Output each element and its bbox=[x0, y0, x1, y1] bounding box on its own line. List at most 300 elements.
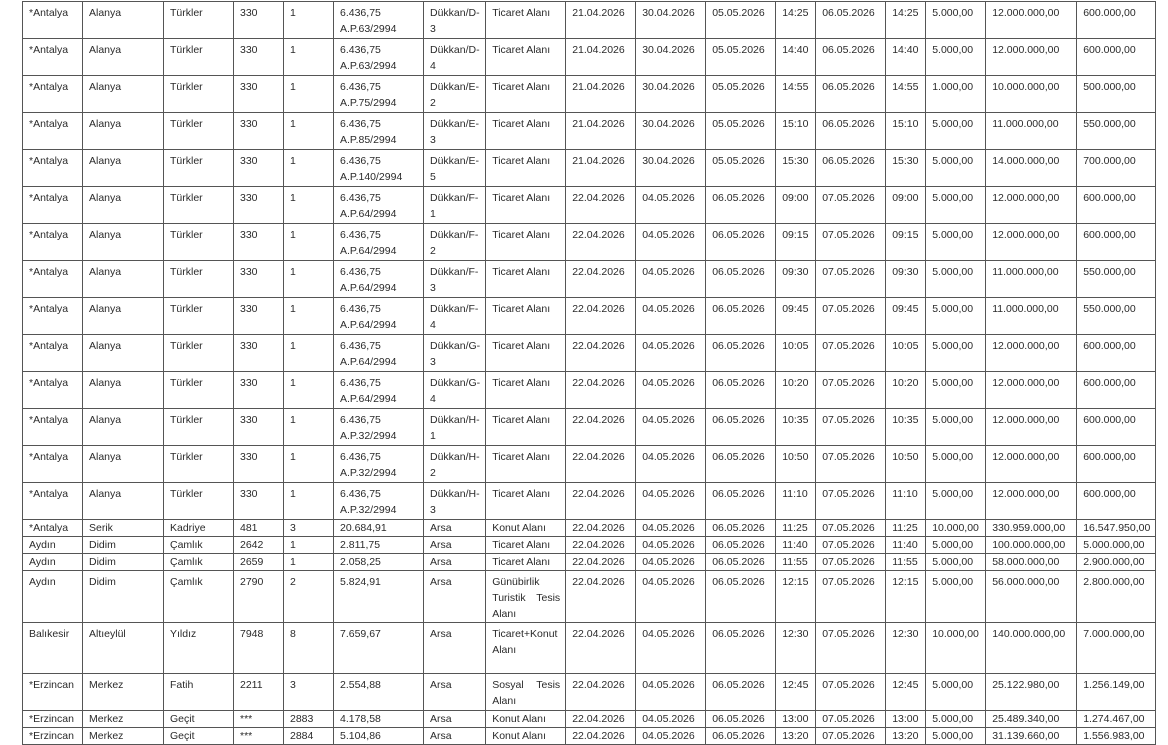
property-type-cell: Arsa bbox=[424, 674, 486, 711]
first-auction-time-cell: 09:45 bbox=[776, 298, 816, 335]
district-cell: Altıeylül bbox=[83, 623, 164, 674]
first-auction-date-cell: 05.05.2026 bbox=[706, 76, 776, 113]
zoning-cell: Ticaret Alanı bbox=[486, 224, 566, 261]
second-auction-time-cell: 10:35 bbox=[886, 409, 926, 446]
province-cell: *Antalya bbox=[23, 446, 83, 483]
first-auction-time-cell: 11:25 bbox=[776, 520, 816, 537]
district-cell: Alanya bbox=[83, 224, 164, 261]
province-cell: *Antalya bbox=[23, 335, 83, 372]
deadline-date-cell: 30.04.2026 bbox=[636, 76, 706, 113]
estimated-value-cell: 12.000.000,00 bbox=[986, 335, 1077, 372]
district-cell: Didim bbox=[83, 537, 164, 554]
province-cell: *Erzincan bbox=[23, 728, 83, 745]
table-row bbox=[23, 187, 1156, 224]
neighborhood-cell: Türkler bbox=[164, 335, 234, 372]
announcement-date-cell: 22.04.2026 bbox=[566, 261, 636, 298]
deposit-cell: 600.000,00 bbox=[1077, 372, 1156, 409]
area-cell: 6.436,75 A.P.64/2994 bbox=[334, 187, 424, 224]
bid-increment-cell: 1.000,00 bbox=[926, 76, 986, 113]
second-auction-date-cell: 06.05.2026 bbox=[816, 2, 886, 39]
deadline-date-cell: 04.05.2026 bbox=[636, 446, 706, 483]
deadline-date-cell: 30.04.2026 bbox=[636, 39, 706, 76]
second-auction-time-cell: 15:10 bbox=[886, 113, 926, 150]
announcement-date-cell: 21.04.2026 bbox=[566, 113, 636, 150]
second-auction-date-cell: 07.05.2026 bbox=[816, 623, 886, 674]
zoning-cell: Ticaret+Konut Alanı bbox=[486, 623, 566, 674]
property-type-cell: Dükkan/F-1 bbox=[424, 187, 486, 224]
estimated-value-cell: 11.000.000,00 bbox=[986, 298, 1077, 335]
province-cell: Balıkesir bbox=[23, 623, 83, 674]
block-cell: 330 bbox=[234, 261, 284, 298]
second-auction-date-cell: 06.05.2026 bbox=[816, 39, 886, 76]
bid-increment-cell: 5.000,00 bbox=[926, 711, 986, 728]
neighborhood-cell: Çamlık bbox=[164, 571, 234, 623]
table-row bbox=[23, 483, 1156, 520]
zoning-cell: Konut Alanı bbox=[486, 728, 566, 745]
parcel-cell: 3 bbox=[284, 674, 334, 711]
province-cell: *Antalya bbox=[23, 187, 83, 224]
deadline-date-cell: 30.04.2026 bbox=[636, 113, 706, 150]
parcel-cell: 1 bbox=[284, 298, 334, 335]
parcel-cell: 1 bbox=[284, 446, 334, 483]
deposit-cell: 1.556.983,00 bbox=[1077, 728, 1156, 745]
block-cell: 330 bbox=[234, 483, 284, 520]
district-cell: Alanya bbox=[83, 113, 164, 150]
deposit-cell: 600.000,00 bbox=[1077, 483, 1156, 520]
parcel-cell: 1 bbox=[284, 537, 334, 554]
bid-increment-cell: 5.000,00 bbox=[926, 150, 986, 187]
table-row bbox=[23, 2, 1156, 39]
second-auction-time-cell: 11:55 bbox=[886, 554, 926, 571]
neighborhood-cell: Türkler bbox=[164, 76, 234, 113]
block-cell: 330 bbox=[234, 335, 284, 372]
bid-increment-cell: 5.000,00 bbox=[926, 554, 986, 571]
second-auction-time-cell: 10:50 bbox=[886, 446, 926, 483]
neighborhood-cell: Geçit bbox=[164, 711, 234, 728]
first-auction-time-cell: 11:10 bbox=[776, 483, 816, 520]
second-auction-time-cell: 12:15 bbox=[886, 571, 926, 623]
province-cell: *Antalya bbox=[23, 39, 83, 76]
first-auction-date-cell: 05.05.2026 bbox=[706, 113, 776, 150]
deposit-cell: 600.000,00 bbox=[1077, 224, 1156, 261]
second-auction-date-cell: 07.05.2026 bbox=[816, 224, 886, 261]
area-cell: 7.659,67 bbox=[334, 623, 424, 674]
announcement-date-cell: 22.04.2026 bbox=[566, 409, 636, 446]
zoning-cell: Ticaret Alanı bbox=[486, 409, 566, 446]
zoning-cell: Ticaret Alanı bbox=[486, 39, 566, 76]
neighborhood-cell: Yıldız bbox=[164, 623, 234, 674]
province-cell: *Antalya bbox=[23, 520, 83, 537]
parcel-cell: 1 bbox=[284, 113, 334, 150]
block-cell: *** bbox=[234, 728, 284, 745]
province-cell: *Antalya bbox=[23, 298, 83, 335]
estimated-value-cell: 140.000.000,00 bbox=[986, 623, 1077, 674]
announcement-date-cell: 22.04.2026 bbox=[566, 711, 636, 728]
announcement-date-cell: 21.04.2026 bbox=[566, 2, 636, 39]
first-auction-date-cell: 05.05.2026 bbox=[706, 39, 776, 76]
neighborhood-cell: Türkler bbox=[164, 39, 234, 76]
zoning-cell: Ticaret Alanı bbox=[486, 76, 566, 113]
province-cell: *Erzincan bbox=[23, 674, 83, 711]
announcement-date-cell: 22.04.2026 bbox=[566, 298, 636, 335]
parcel-cell: 1 bbox=[284, 261, 334, 298]
first-auction-date-cell: 06.05.2026 bbox=[706, 372, 776, 409]
district-cell: Alanya bbox=[83, 483, 164, 520]
district-cell: Alanya bbox=[83, 298, 164, 335]
property-type-cell: Dükkan/D-3 bbox=[424, 2, 486, 39]
province-cell: *Antalya bbox=[23, 113, 83, 150]
neighborhood-cell: Türkler bbox=[164, 150, 234, 187]
table-row bbox=[23, 76, 1156, 113]
second-auction-time-cell: 11:25 bbox=[886, 520, 926, 537]
block-cell: 330 bbox=[234, 298, 284, 335]
second-auction-date-cell: 07.05.2026 bbox=[816, 261, 886, 298]
area-cell: 6.436,75 A.P.32/2994 bbox=[334, 483, 424, 520]
property-type-cell: Dükkan/E-2 bbox=[424, 76, 486, 113]
deposit-cell: 600.000,00 bbox=[1077, 187, 1156, 224]
district-cell: Alanya bbox=[83, 150, 164, 187]
bid-increment-cell: 5.000,00 bbox=[926, 571, 986, 623]
second-auction-time-cell: 09:15 bbox=[886, 224, 926, 261]
province-cell: *Antalya bbox=[23, 224, 83, 261]
deadline-date-cell: 04.05.2026 bbox=[636, 711, 706, 728]
first-auction-time-cell: 10:35 bbox=[776, 409, 816, 446]
estimated-value-cell: 11.000.000,00 bbox=[986, 261, 1077, 298]
area-cell: 6.436,75 A.P.64/2994 bbox=[334, 261, 424, 298]
property-type-cell: Dükkan/H-2 bbox=[424, 446, 486, 483]
table-row bbox=[23, 39, 1156, 76]
district-cell: Alanya bbox=[83, 261, 164, 298]
first-auction-time-cell: 10:20 bbox=[776, 372, 816, 409]
first-auction-time-cell: 15:30 bbox=[776, 150, 816, 187]
bid-increment-cell: 5.000,00 bbox=[926, 537, 986, 554]
deposit-cell: 5.000.000,00 bbox=[1077, 537, 1156, 554]
bid-increment-cell: 5.000,00 bbox=[926, 728, 986, 745]
first-auction-date-cell: 06.05.2026 bbox=[706, 571, 776, 623]
first-auction-time-cell: 10:05 bbox=[776, 335, 816, 372]
province-cell: Aydın bbox=[23, 571, 83, 623]
district-cell: Alanya bbox=[83, 76, 164, 113]
neighborhood-cell: Türkler bbox=[164, 372, 234, 409]
province-cell: *Antalya bbox=[23, 2, 83, 39]
first-auction-date-cell: 06.05.2026 bbox=[706, 674, 776, 711]
first-auction-time-cell: 13:00 bbox=[776, 711, 816, 728]
estimated-value-cell: 11.000.000,00 bbox=[986, 113, 1077, 150]
second-auction-date-cell: 06.05.2026 bbox=[816, 76, 886, 113]
second-auction-date-cell: 07.05.2026 bbox=[816, 728, 886, 745]
deposit-cell: 1.256.149,00 bbox=[1077, 674, 1156, 711]
parcel-cell: 1 bbox=[284, 554, 334, 571]
second-auction-time-cell: 14:40 bbox=[886, 39, 926, 76]
deposit-cell: 600.000,00 bbox=[1077, 2, 1156, 39]
neighborhood-cell: Kadriye bbox=[164, 520, 234, 537]
table-row bbox=[23, 372, 1156, 409]
bid-increment-cell: 5.000,00 bbox=[926, 224, 986, 261]
second-auction-time-cell: 10:05 bbox=[886, 335, 926, 372]
second-auction-date-cell: 07.05.2026 bbox=[816, 335, 886, 372]
block-cell: 330 bbox=[234, 187, 284, 224]
table-row bbox=[23, 335, 1156, 372]
deadline-date-cell: 30.04.2026 bbox=[636, 150, 706, 187]
neighborhood-cell: Türkler bbox=[164, 446, 234, 483]
estimated-value-cell: 12.000.000,00 bbox=[986, 224, 1077, 261]
announcement-date-cell: 22.04.2026 bbox=[566, 674, 636, 711]
first-auction-date-cell: 06.05.2026 bbox=[706, 711, 776, 728]
first-auction-time-cell: 11:55 bbox=[776, 554, 816, 571]
deposit-cell: 700.000,00 bbox=[1077, 150, 1156, 187]
deposit-cell: 7.000.000,00 bbox=[1077, 623, 1156, 674]
block-cell: 330 bbox=[234, 2, 284, 39]
district-cell: Alanya bbox=[83, 409, 164, 446]
district-cell: Didim bbox=[83, 571, 164, 623]
deposit-cell: 550.000,00 bbox=[1077, 261, 1156, 298]
announcement-date-cell: 22.04.2026 bbox=[566, 537, 636, 554]
district-cell: Merkez bbox=[83, 711, 164, 728]
first-auction-date-cell: 06.05.2026 bbox=[706, 335, 776, 372]
property-type-cell: Arsa bbox=[424, 728, 486, 745]
second-auction-time-cell: 10:20 bbox=[886, 372, 926, 409]
neighborhood-cell: Türkler bbox=[164, 409, 234, 446]
area-cell: 6.436,75 A.P.63/2994 bbox=[334, 39, 424, 76]
zoning-cell: Sosyal Tesis Alanı bbox=[486, 674, 566, 711]
parcel-cell: 8 bbox=[284, 623, 334, 674]
first-auction-date-cell: 06.05.2026 bbox=[706, 224, 776, 261]
deadline-date-cell: 04.05.2026 bbox=[636, 537, 706, 554]
table-row bbox=[23, 261, 1156, 298]
second-auction-date-cell: 07.05.2026 bbox=[816, 298, 886, 335]
parcel-cell: 1 bbox=[284, 39, 334, 76]
neighborhood-cell: Fatih bbox=[164, 674, 234, 711]
area-cell: 6.436,75 A.P.64/2994 bbox=[334, 335, 424, 372]
announcement-date-cell: 22.04.2026 bbox=[566, 372, 636, 409]
first-auction-date-cell: 06.05.2026 bbox=[706, 623, 776, 674]
deadline-date-cell: 04.05.2026 bbox=[636, 623, 706, 674]
block-cell: 2790 bbox=[234, 571, 284, 623]
estimated-value-cell: 12.000.000,00 bbox=[986, 187, 1077, 224]
deposit-cell: 1.274.467,00 bbox=[1077, 711, 1156, 728]
table-row bbox=[23, 537, 1156, 554]
bid-increment-cell: 5.000,00 bbox=[926, 187, 986, 224]
neighborhood-cell: Türkler bbox=[164, 2, 234, 39]
province-cell: Aydın bbox=[23, 537, 83, 554]
block-cell: 2642 bbox=[234, 537, 284, 554]
estimated-value-cell: 12.000.000,00 bbox=[986, 372, 1077, 409]
block-cell: *** bbox=[234, 711, 284, 728]
block-cell: 330 bbox=[234, 113, 284, 150]
block-cell: 2211 bbox=[234, 674, 284, 711]
first-auction-date-cell: 06.05.2026 bbox=[706, 409, 776, 446]
property-type-cell: Dükkan/F-2 bbox=[424, 224, 486, 261]
deposit-cell: 2.800.000,00 bbox=[1077, 571, 1156, 623]
area-cell: 6.436,75 A.P.64/2994 bbox=[334, 224, 424, 261]
district-cell: Alanya bbox=[83, 2, 164, 39]
first-auction-date-cell: 06.05.2026 bbox=[706, 261, 776, 298]
table-row bbox=[23, 113, 1156, 150]
area-cell: 6.436,75 A.P.85/2994 bbox=[334, 113, 424, 150]
estimated-value-cell: 12.000.000,00 bbox=[986, 409, 1077, 446]
first-auction-time-cell: 11:40 bbox=[776, 537, 816, 554]
property-type-cell: Dükkan/E-5 bbox=[424, 150, 486, 187]
estimated-value-cell: 12.000.000,00 bbox=[986, 39, 1077, 76]
zoning-cell: Konut Alanı bbox=[486, 711, 566, 728]
second-auction-date-cell: 06.05.2026 bbox=[816, 150, 886, 187]
bid-increment-cell: 5.000,00 bbox=[926, 446, 986, 483]
parcel-cell: 2883 bbox=[284, 711, 334, 728]
table-row bbox=[23, 728, 1156, 745]
zoning-cell: Ticaret Alanı bbox=[486, 150, 566, 187]
second-auction-time-cell: 14:55 bbox=[886, 76, 926, 113]
zoning-cell: Ticaret Alanı bbox=[486, 483, 566, 520]
province-cell: Aydın bbox=[23, 554, 83, 571]
table-row bbox=[23, 446, 1156, 483]
neighborhood-cell: Türkler bbox=[164, 261, 234, 298]
auction-listing-table bbox=[22, 1, 1156, 745]
second-auction-date-cell: 07.05.2026 bbox=[816, 372, 886, 409]
second-auction-date-cell: 07.05.2026 bbox=[816, 711, 886, 728]
second-auction-date-cell: 07.05.2026 bbox=[816, 554, 886, 571]
property-type-cell: Dükkan/G-4 bbox=[424, 372, 486, 409]
zoning-cell: Ticaret Alanı bbox=[486, 2, 566, 39]
district-cell: Didim bbox=[83, 554, 164, 571]
property-type-cell: Arsa bbox=[424, 623, 486, 674]
table-row bbox=[23, 409, 1156, 446]
estimated-value-cell: 10.000.000,00 bbox=[986, 76, 1077, 113]
second-auction-date-cell: 07.05.2026 bbox=[816, 520, 886, 537]
parcel-cell: 1 bbox=[284, 409, 334, 446]
district-cell: Alanya bbox=[83, 187, 164, 224]
table-row bbox=[23, 554, 1156, 571]
second-auction-date-cell: 07.05.2026 bbox=[816, 409, 886, 446]
bid-increment-cell: 5.000,00 bbox=[926, 335, 986, 372]
second-auction-time-cell: 13:00 bbox=[886, 711, 926, 728]
first-auction-date-cell: 06.05.2026 bbox=[706, 520, 776, 537]
neighborhood-cell: Türkler bbox=[164, 224, 234, 261]
deadline-date-cell: 04.05.2026 bbox=[636, 187, 706, 224]
second-auction-date-cell: 07.05.2026 bbox=[816, 571, 886, 623]
zoning-cell: Ticaret Alanı bbox=[486, 335, 566, 372]
area-cell: 2.554,88 bbox=[334, 674, 424, 711]
deadline-date-cell: 04.05.2026 bbox=[636, 728, 706, 745]
area-cell: 6.436,75 A.P.32/2994 bbox=[334, 446, 424, 483]
table-row bbox=[23, 224, 1156, 261]
table-row bbox=[23, 150, 1156, 187]
area-cell: 5.824,91 bbox=[334, 571, 424, 623]
announcement-date-cell: 22.04.2026 bbox=[566, 728, 636, 745]
district-cell: Merkez bbox=[83, 728, 164, 745]
property-type-cell: Arsa bbox=[424, 711, 486, 728]
estimated-value-cell: 12.000.000,00 bbox=[986, 483, 1077, 520]
deadline-date-cell: 04.05.2026 bbox=[636, 261, 706, 298]
deadline-date-cell: 04.05.2026 bbox=[636, 335, 706, 372]
second-auction-time-cell: 09:45 bbox=[886, 298, 926, 335]
province-cell: *Erzincan bbox=[23, 711, 83, 728]
parcel-cell: 1 bbox=[284, 483, 334, 520]
area-cell: 6.436,75 A.P.64/2994 bbox=[334, 298, 424, 335]
second-auction-date-cell: 07.05.2026 bbox=[816, 446, 886, 483]
estimated-value-cell: 25.489.340,00 bbox=[986, 711, 1077, 728]
deadline-date-cell: 04.05.2026 bbox=[636, 224, 706, 261]
table-body bbox=[23, 2, 1156, 745]
area-cell: 2.058,25 bbox=[334, 554, 424, 571]
estimated-value-cell: 330.959.000,00 bbox=[986, 520, 1077, 537]
province-cell: *Antalya bbox=[23, 261, 83, 298]
deposit-cell: 500.000,00 bbox=[1077, 76, 1156, 113]
area-cell: 2.811,75 bbox=[334, 537, 424, 554]
estimated-value-cell: 12.000.000,00 bbox=[986, 446, 1077, 483]
second-auction-time-cell: 11:10 bbox=[886, 483, 926, 520]
province-cell: *Antalya bbox=[23, 150, 83, 187]
property-type-cell: Dükkan/H-3 bbox=[424, 483, 486, 520]
second-auction-date-cell: 07.05.2026 bbox=[816, 674, 886, 711]
property-type-cell: Dükkan/G-3 bbox=[424, 335, 486, 372]
first-auction-date-cell: 06.05.2026 bbox=[706, 537, 776, 554]
second-auction-date-cell: 07.05.2026 bbox=[816, 483, 886, 520]
property-type-cell: Dükkan/D-4 bbox=[424, 39, 486, 76]
property-type-cell: Dükkan/F-4 bbox=[424, 298, 486, 335]
table-row bbox=[23, 711, 1156, 728]
first-auction-time-cell: 14:25 bbox=[776, 2, 816, 39]
table-row bbox=[23, 623, 1156, 674]
district-cell: Alanya bbox=[83, 372, 164, 409]
parcel-cell: 1 bbox=[284, 335, 334, 372]
deposit-cell: 550.000,00 bbox=[1077, 298, 1156, 335]
deadline-date-cell: 04.05.2026 bbox=[636, 571, 706, 623]
announcement-date-cell: 22.04.2026 bbox=[566, 520, 636, 537]
estimated-value-cell: 56.000.000,00 bbox=[986, 571, 1077, 623]
first-auction-date-cell: 06.05.2026 bbox=[706, 728, 776, 745]
second-auction-time-cell: 09:00 bbox=[886, 187, 926, 224]
parcel-cell: 1 bbox=[284, 2, 334, 39]
zoning-cell: Ticaret Alanı bbox=[486, 298, 566, 335]
area-cell: 6.436,75 A.P.63/2994 bbox=[334, 2, 424, 39]
property-type-cell: Dükkan/F-3 bbox=[424, 261, 486, 298]
bid-increment-cell: 10.000,00 bbox=[926, 623, 986, 674]
first-auction-time-cell: 13:20 bbox=[776, 728, 816, 745]
second-auction-time-cell: 14:25 bbox=[886, 2, 926, 39]
block-cell: 330 bbox=[234, 446, 284, 483]
estimated-value-cell: 100.000.000,00 bbox=[986, 537, 1077, 554]
neighborhood-cell: Türkler bbox=[164, 113, 234, 150]
announcement-date-cell: 22.04.2026 bbox=[566, 623, 636, 674]
area-cell: 20.684,91 bbox=[334, 520, 424, 537]
announcement-date-cell: 22.04.2026 bbox=[566, 483, 636, 520]
zoning-cell: Ticaret Alanı bbox=[486, 187, 566, 224]
parcel-cell: 1 bbox=[284, 372, 334, 409]
first-auction-time-cell: 10:50 bbox=[776, 446, 816, 483]
deposit-cell: 2.900.000,00 bbox=[1077, 554, 1156, 571]
first-auction-time-cell: 09:00 bbox=[776, 187, 816, 224]
zoning-cell: Ticaret Alanı bbox=[486, 537, 566, 554]
announcement-date-cell: 22.04.2026 bbox=[566, 554, 636, 571]
first-auction-date-cell: 06.05.2026 bbox=[706, 483, 776, 520]
neighborhood-cell: Türkler bbox=[164, 187, 234, 224]
first-auction-date-cell: 06.05.2026 bbox=[706, 187, 776, 224]
announcement-date-cell: 22.04.2026 bbox=[566, 446, 636, 483]
second-auction-time-cell: 15:30 bbox=[886, 150, 926, 187]
province-cell: *Antalya bbox=[23, 372, 83, 409]
parcel-cell: 2 bbox=[284, 571, 334, 623]
property-type-cell: Arsa bbox=[424, 554, 486, 571]
table-row bbox=[23, 571, 1156, 623]
second-auction-date-cell: 07.05.2026 bbox=[816, 537, 886, 554]
first-auction-time-cell: 15:10 bbox=[776, 113, 816, 150]
zoning-cell: Ticaret Alanı bbox=[486, 113, 566, 150]
neighborhood-cell: Çamlık bbox=[164, 554, 234, 571]
block-cell: 330 bbox=[234, 150, 284, 187]
deposit-cell: 600.000,00 bbox=[1077, 409, 1156, 446]
deadline-date-cell: 04.05.2026 bbox=[636, 520, 706, 537]
bid-increment-cell: 5.000,00 bbox=[926, 113, 986, 150]
